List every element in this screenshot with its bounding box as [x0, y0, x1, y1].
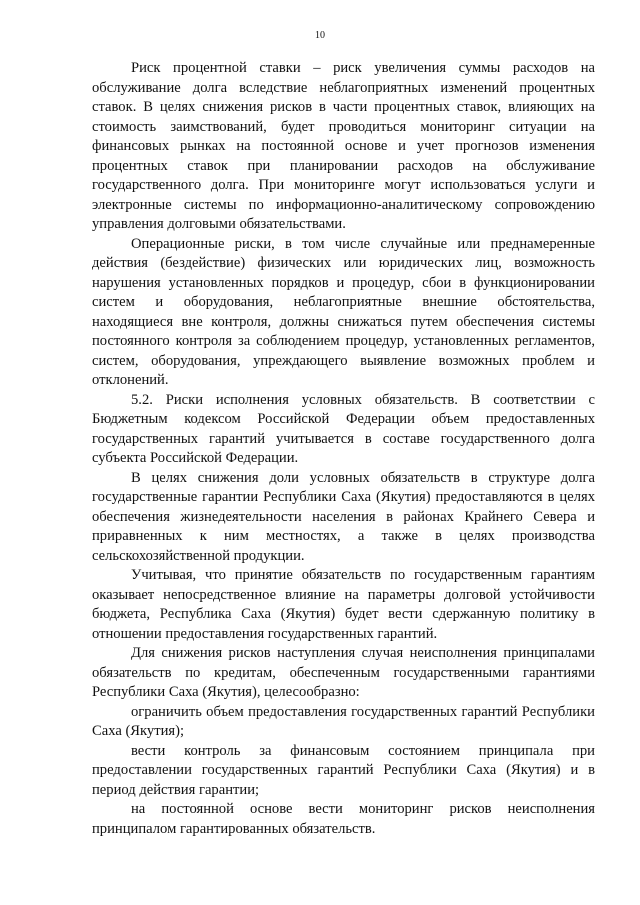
- paragraph-risk-reduction-intro: Для снижения рисков наступления случая неисполнения принципалами обязательств по кредитам, обеспеченным государственными гарантиями Республики Саха (Якутия), целесообразно:: [92, 645, 595, 700]
- page-number: 10: [315, 30, 325, 41]
- paragraph-restrained-policy: Учитывая, что принятие обязательств по государственным гарантиям оказывает непосредственное влияние на параметры долговой устойчивости бюджета, Республика Саха (Якутия) будет вести сдержанную политику в отношении предоставления государственных гарантий.: [92, 567, 595, 642]
- list-item-monitoring: на постоянной основе вести мониторинг рисков неисполнения принципалом гарантированных обязательств.: [92, 801, 595, 837]
- paragraph-operational-risks: Операционные риски, в том числе случайные или преднамеренные действия (бездействие) физических или юридических лиц, возможность нарушения установленных порядков и процедур, сбои в функционировании систем и оборудования, неблагоприятные внешние обстоятельства, находящиеся вне контроля, должны снижаться путем обеспечения системы постоянного контроля за соблюдением процедур, установленных регламентов, систем, оборудования, упреждающего выявление возможных проблем и отклонений.: [92, 235, 595, 388]
- document-body: [92, 59, 595, 839]
- paragraph-contingent-liabilities: 5.2. Риски исполнения условных обязательств. В соответствии с Бюджетным кодексом Российской Федерации объем предоставленных государственных гарантий учитывается в составе государственного долга субъекта Российской Федерации.: [92, 391, 595, 466]
- paragraph-interest-rate-risk: Риск процентной ставки – риск увеличения суммы расходов на обслуживание долга вследствие неблагоприятных изменений процентных ставок. В целях снижения рисков в части процентных ставок, влияющих на стоимость заимствований, будет проводиться мониторинг ситуации на финансовых рынках на постоянной основе и учет прогнозов изменения процентных ставок при планировании расходов на обслуживание государственного долга. При мониторинге могут использоваться услуги и электронные системы по информационно-аналитическому сопровождению управления долговыми обязательствами.: [92, 60, 595, 232]
- list-item-control-principal: вести контроль за финансовым состоянием принципала при предоставлении государственных гарантий Республики Саха (Якутия) и в период действия гарантии;: [92, 742, 595, 798]
- list-item-limit-volume: ограничить объем предоставления государственных гарантий Республики Саха (Якутия);: [92, 703, 595, 739]
- paragraph-guarantees-purpose: В целях снижения доли условных обязательств в структуре долга государственные гарантии Республики Саха (Якутия) предоставляются в целях обеспечения жизнедеятельности населения в районах Крайнего Севера и приравненных к ним местностях, а также в целях производства сельскохозяйственной продукции.: [92, 469, 595, 564]
